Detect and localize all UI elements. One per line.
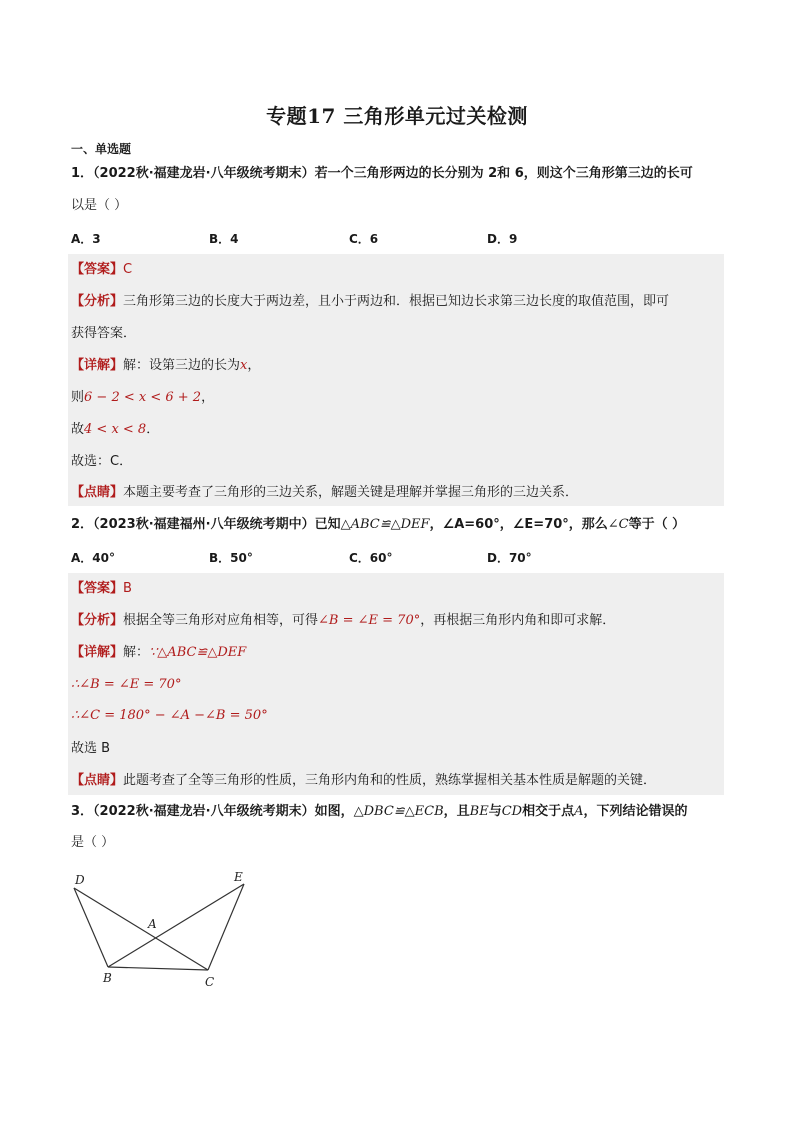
math-congruence: △DBC≌△ECB	[353, 804, 444, 819]
label-E: E	[234, 870, 243, 884]
q1-comment	[71, 484, 726, 502]
math-angle-eq: ∠B = ∠E = 70°	[318, 613, 421, 628]
analysis-text: 三角形第三边的长度大于两边差，且小于两边和．根据已知边长求第三边长度的取值范围，即可	[123, 294, 670, 309]
q2-stem-text: 2．（2023秋·福建福州·八年级统考期中）已知	[71, 517, 341, 532]
label-D: D	[75, 873, 85, 887]
math-segment: BE	[469, 804, 489, 819]
comment-text: 此题考查了全等三角形的性质，三角形内角和的性质，熟练掌握相关基本性质是解题的关键．	[123, 773, 657, 788]
q3-stem-text: 与	[488, 804, 502, 819]
detail-tag: 【详解】	[71, 358, 124, 373]
q2-option-c[interactable]: C．60°	[349, 551, 393, 565]
comment-tag: 【点睛】	[71, 773, 124, 788]
math-segment: CD	[501, 804, 523, 819]
q2-detail-line4: 故选 B	[71, 741, 111, 756]
q2-options	[71, 549, 726, 567]
q1-detail-line2	[71, 389, 726, 407]
analysis-tag: 【分析】	[71, 613, 124, 628]
comment-text: 本题主要考查了三角形的三边关系，解题关键是理解并掌握三角形的三边关系．	[123, 485, 579, 500]
label-B: B	[103, 971, 112, 985]
q2-stem-line1	[71, 516, 726, 534]
detail-text: 则	[71, 390, 85, 405]
answer-value: B	[123, 581, 132, 596]
comment-tag: 【点睛】	[71, 485, 124, 500]
q2-detail-line3: ∴∠C = 180° − ∠A −∠B = 50°	[71, 708, 268, 723]
q2-option-d[interactable]: D．70°	[487, 551, 532, 565]
analysis-text: 根据全等三角形对应角相等，可得	[123, 613, 319, 628]
q1-answer	[71, 261, 726, 279]
q1-options	[71, 230, 726, 248]
math-congruence: ∵△ABC≌△DEF	[149, 645, 247, 660]
detail-text: 解：设第三边的长为	[123, 358, 241, 373]
punct: ，	[247, 358, 261, 373]
section-heading: 一、单选题	[71, 142, 132, 156]
segment-BE	[108, 884, 244, 967]
q1-analysis-line1	[71, 293, 726, 311]
q1-option-d[interactable]: D．9	[487, 232, 518, 246]
q2-comment	[71, 772, 726, 790]
q1-option-b[interactable]: B．4	[209, 232, 239, 246]
q2-stem-text: ，∠A=60°，∠E=70°，那么	[429, 517, 608, 532]
q3-stem-line1	[71, 803, 726, 821]
segment-CE	[208, 884, 244, 970]
math-congruence: △ABC≌△DEF	[340, 517, 430, 532]
q2-analysis	[71, 612, 726, 630]
q3-stem-text: 相交于点	[522, 804, 575, 819]
q1-option-a[interactable]: A．3	[71, 232, 101, 246]
q2-detail-line2: ∴∠B = ∠E = 70°	[71, 677, 182, 692]
q1-stem-line2: 以是（ ）	[71, 198, 128, 213]
detail-text: 解：	[123, 645, 150, 660]
q1-detail-line1	[71, 357, 726, 375]
q1-analysis-line2: 获得答案．	[71, 326, 137, 341]
analysis-tag: 【分析】	[71, 294, 124, 309]
label-A: A	[148, 917, 157, 931]
q3-stem-text: 3．（2022秋·福建龙岩·八年级统考期末）如图，	[71, 804, 354, 819]
detail-text: 故	[71, 422, 85, 437]
math-angle: ∠C	[607, 517, 629, 532]
math-inequality: 6 − 2 < x < 6 + 2	[84, 390, 202, 405]
q1-stem-line1: 1．（2022秋·福建龙岩·八年级统考期末）若一个三角形两边的长分别为 2和 6，则这个三角形第三边的长可	[71, 166, 693, 181]
q2-stem-text: 等于（ ）	[628, 517, 686, 532]
q3-stem-text: ，且	[443, 804, 470, 819]
punct: ，	[201, 390, 215, 405]
q2-detail-line1	[71, 644, 726, 662]
triangle-figure-svg	[66, 866, 256, 996]
q3-stem-line2: 是（ ）	[71, 835, 115, 850]
answer-tag: 【答案】	[71, 262, 124, 277]
page-title: 专题17 三角形单元过关检测	[266, 104, 528, 128]
q2-option-b[interactable]: B．50°	[209, 551, 253, 565]
segment-DB	[74, 888, 108, 967]
q1-detail-line3	[71, 421, 726, 439]
q3-stem-text: ，下列结论错误的	[583, 804, 688, 819]
q2-option-a[interactable]: A．40°	[71, 551, 115, 565]
answer-value: C	[123, 262, 133, 277]
q1-detail-line4: 故选：C．	[71, 454, 133, 469]
answer-tag: 【答案】	[71, 581, 124, 596]
q1-option-c[interactable]: C．6	[349, 232, 379, 246]
math-x: x	[240, 358, 248, 373]
analysis-text: ，再根据三角形内角和即可求解．	[420, 613, 616, 628]
segment-BC	[108, 967, 208, 970]
math-point: A	[574, 804, 584, 819]
q3-geometry-figure	[66, 866, 256, 996]
punct: ．	[146, 422, 160, 437]
q2-answer	[71, 580, 726, 598]
math-inequality: 4 < x < 8	[84, 422, 147, 437]
label-C: C	[205, 975, 215, 989]
segment-DC	[74, 888, 208, 970]
detail-tag: 【详解】	[71, 645, 124, 660]
